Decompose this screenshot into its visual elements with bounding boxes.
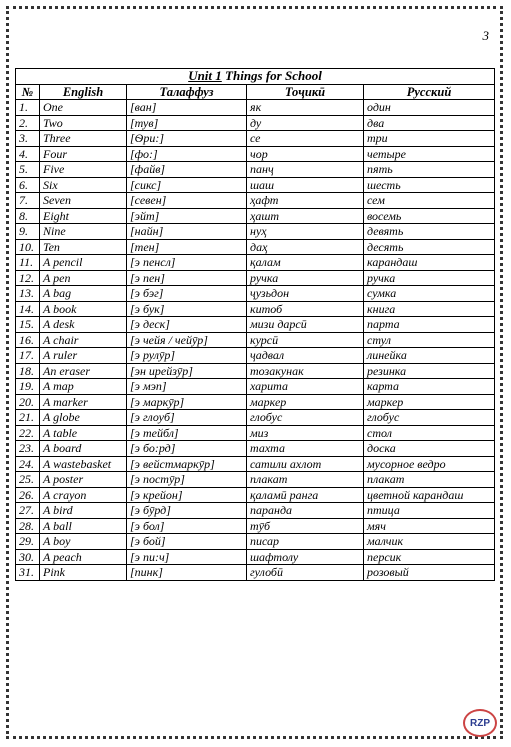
cell-tajik: ручка: [247, 270, 364, 286]
header-row: [16, 84, 495, 100]
cell-russian: малчик: [364, 534, 495, 550]
cell-english: A board: [40, 441, 127, 457]
cell-english: Three: [40, 131, 127, 147]
cell-russian: сумка: [364, 286, 495, 302]
table-row: [16, 472, 495, 488]
cell-pronunciation: [эн ирейзӯр]: [127, 363, 247, 379]
cell-english: A marker: [40, 394, 127, 410]
cell-pronunciation: [э бол]: [127, 518, 247, 534]
cell-pronunciation: [э чейя / чейӯр]: [127, 332, 247, 348]
cell-russian: сем: [364, 193, 495, 209]
cell-pronunciation: [тув]: [127, 115, 247, 131]
cell-tajik: чор: [247, 146, 364, 162]
title-unit: Unit 1: [188, 68, 222, 83]
cell-pronunciation: [файв]: [127, 162, 247, 178]
cell-number: 8.: [16, 208, 40, 224]
cell-pronunciation: [э тейбл]: [127, 425, 247, 441]
table-row: [16, 177, 495, 193]
cell-russian: ручка: [364, 270, 495, 286]
cell-russian: доска: [364, 441, 495, 457]
cell-number: 2.: [16, 115, 40, 131]
cell-number: 4.: [16, 146, 40, 162]
cell-pronunciation: [пинк]: [127, 565, 247, 581]
cell-tajik: ду: [247, 115, 364, 131]
cell-tajik: нуҳ: [247, 224, 364, 240]
cell-tajik: ҷузьдон: [247, 286, 364, 302]
table-row: [16, 224, 495, 240]
cell-number: 24.: [16, 456, 40, 472]
cell-english: A peach: [40, 549, 127, 565]
cell-tajik: маркер: [247, 394, 364, 410]
cell-number: 1.: [16, 100, 40, 116]
cell-pronunciation: [севен]: [127, 193, 247, 209]
cell-english: Nine: [40, 224, 127, 240]
header-pronunciation: Талаффуз: [127, 84, 247, 100]
cell-english: Five: [40, 162, 127, 178]
cell-russian: восемь: [364, 208, 495, 224]
cell-russian: персик: [364, 549, 495, 565]
cell-tajik: тӯб: [247, 518, 364, 534]
cell-russian: цветной карандаш: [364, 487, 495, 503]
cell-russian: десять: [364, 239, 495, 255]
cell-russian: резинка: [364, 363, 495, 379]
cell-pronunciation: [э глоуб]: [127, 410, 247, 426]
cell-number: 12.: [16, 270, 40, 286]
cell-number: 29.: [16, 534, 40, 550]
cell-tajik: китоб: [247, 301, 364, 317]
cell-tajik: қалам: [247, 255, 364, 271]
cell-tajik: писар: [247, 534, 364, 550]
vocabulary-table: [15, 68, 495, 581]
cell-tajik: ҷадвал: [247, 348, 364, 364]
cell-tajik: як: [247, 100, 364, 116]
cell-tajik: курсӣ: [247, 332, 364, 348]
cell-russian: розовый: [364, 565, 495, 581]
cell-english: Eight: [40, 208, 127, 224]
cell-tajik: шаш: [247, 177, 364, 193]
publisher-logo: RZP: [463, 709, 497, 737]
cell-english: A chair: [40, 332, 127, 348]
cell-english: A bird: [40, 503, 127, 519]
cell-russian: мяч: [364, 518, 495, 534]
cell-english: A boy: [40, 534, 127, 550]
cell-russian: карта: [364, 379, 495, 395]
cell-tajik: се: [247, 131, 364, 147]
cell-pronunciation: [сикс]: [127, 177, 247, 193]
cell-english: Four: [40, 146, 127, 162]
cell-pronunciation: [э бэг]: [127, 286, 247, 302]
table-row: [16, 487, 495, 503]
cell-tajik: қаламӣ ранга: [247, 487, 364, 503]
cell-english: A crayon: [40, 487, 127, 503]
cell-pronunciation: [э бой]: [127, 534, 247, 550]
cell-number: 31.: [16, 565, 40, 581]
cell-english: A globe: [40, 410, 127, 426]
cell-number: 20.: [16, 394, 40, 410]
cell-number: 9.: [16, 224, 40, 240]
cell-russian: карандаш: [364, 255, 495, 271]
cell-english: A pencil: [40, 255, 127, 271]
cell-russian: линейка: [364, 348, 495, 364]
table-row: [16, 131, 495, 147]
cell-english: Pink: [40, 565, 127, 581]
cell-pronunciation: [э бӯрд]: [127, 503, 247, 519]
table-row: [16, 317, 495, 333]
cell-tajik: ҳашт: [247, 208, 364, 224]
cell-number: 25.: [16, 472, 40, 488]
cell-english: A poster: [40, 472, 127, 488]
cell-english: A pen: [40, 270, 127, 286]
cell-number: 5.: [16, 162, 40, 178]
cell-number: 26.: [16, 487, 40, 503]
cell-english: A wastebasket: [40, 456, 127, 472]
header-number: №: [16, 84, 40, 100]
cell-pronunciation: [э крейон]: [127, 487, 247, 503]
cell-russian: девять: [364, 224, 495, 240]
table-title: [16, 69, 495, 85]
cell-tajik: плакат: [247, 472, 364, 488]
table-row: [16, 534, 495, 550]
cell-number: 14.: [16, 301, 40, 317]
cell-english: Seven: [40, 193, 127, 209]
cell-pronunciation: [э рулӯр]: [127, 348, 247, 364]
cell-pronunciation: [э вейстмаркӯр]: [127, 456, 247, 472]
cell-pronunciation: [э деск]: [127, 317, 247, 333]
cell-number: 6.: [16, 177, 40, 193]
table-row: [16, 286, 495, 302]
cell-number: 16.: [16, 332, 40, 348]
cell-number: 17.: [16, 348, 40, 364]
cell-number: 22.: [16, 425, 40, 441]
cell-number: 10.: [16, 239, 40, 255]
cell-pronunciation: [э маркӯр]: [127, 394, 247, 410]
cell-number: 28.: [16, 518, 40, 534]
table-row: [16, 162, 495, 178]
table-row: [16, 441, 495, 457]
table-row: [16, 549, 495, 565]
cell-russian: один: [364, 100, 495, 116]
cell-pronunciation: [э постӯр]: [127, 472, 247, 488]
cell-russian: книга: [364, 301, 495, 317]
cell-number: 21.: [16, 410, 40, 426]
table-row: [16, 518, 495, 534]
cell-russian: пять: [364, 162, 495, 178]
cell-tajik: гулобӣ: [247, 565, 364, 581]
cell-pronunciation: [э пенсл]: [127, 255, 247, 271]
cell-pronunciation: [эйт]: [127, 208, 247, 224]
cell-russian: стол: [364, 425, 495, 441]
cell-english: A map: [40, 379, 127, 395]
table-row: [16, 301, 495, 317]
cell-tajik: тахта: [247, 441, 364, 457]
cell-english: A bag: [40, 286, 127, 302]
cell-pronunciation: [фо:]: [127, 146, 247, 162]
table-row: [16, 456, 495, 472]
table-row: [16, 363, 495, 379]
table-row: [16, 503, 495, 519]
cell-english: A book: [40, 301, 127, 317]
cell-tajik: шафтолу: [247, 549, 364, 565]
table-row: [16, 379, 495, 395]
cell-english: A ball: [40, 518, 127, 534]
cell-pronunciation: [найн]: [127, 224, 247, 240]
cell-pronunciation: [э пен]: [127, 270, 247, 286]
table-row: [16, 100, 495, 116]
cell-pronunciation: [э бук]: [127, 301, 247, 317]
cell-pronunciation: [Ѳри:]: [127, 131, 247, 147]
table-row: [16, 270, 495, 286]
table-row: [16, 348, 495, 364]
header-tajik: Тоҷикӣ: [247, 84, 364, 100]
cell-english: Two: [40, 115, 127, 131]
cell-tajik: сатили ахлот: [247, 456, 364, 472]
cell-russian: птица: [364, 503, 495, 519]
table-row: [16, 115, 495, 131]
cell-russian: парта: [364, 317, 495, 333]
cell-number: 30.: [16, 549, 40, 565]
header-russian: Русский: [364, 84, 495, 100]
cell-english: One: [40, 100, 127, 116]
table-row: [16, 332, 495, 348]
cell-number: 11.: [16, 255, 40, 271]
table-row: [16, 239, 495, 255]
cell-number: 13.: [16, 286, 40, 302]
cell-tajik: глобус: [247, 410, 364, 426]
table-row: [16, 208, 495, 224]
cell-english: A table: [40, 425, 127, 441]
cell-english: Ten: [40, 239, 127, 255]
table-row: [16, 394, 495, 410]
cell-english: Six: [40, 177, 127, 193]
table-row: [16, 565, 495, 581]
table-row: [16, 255, 495, 271]
cell-number: 27.: [16, 503, 40, 519]
table-row: [16, 146, 495, 162]
cell-russian: шесть: [364, 177, 495, 193]
cell-number: 18.: [16, 363, 40, 379]
cell-russian: маркер: [364, 394, 495, 410]
cell-tajik: ҳафт: [247, 193, 364, 209]
cell-pronunciation: [ван]: [127, 100, 247, 116]
title-rest: Things for School: [221, 68, 322, 83]
cell-russian: стул: [364, 332, 495, 348]
cell-number: 23.: [16, 441, 40, 457]
cell-english: An eraser: [40, 363, 127, 379]
cell-tajik: паранда: [247, 503, 364, 519]
cell-tajik: тозакунак: [247, 363, 364, 379]
cell-pronunciation: [э бо:рд]: [127, 441, 247, 457]
cell-russian: два: [364, 115, 495, 131]
cell-tajik: панҷ: [247, 162, 364, 178]
cell-pronunciation: [э пи:ч]: [127, 549, 247, 565]
cell-tajik: мизи дарсӣ: [247, 317, 364, 333]
cell-russian: мусорное ведро: [364, 456, 495, 472]
table-row: [16, 425, 495, 441]
header-english: English: [40, 84, 127, 100]
cell-russian: три: [364, 131, 495, 147]
cell-number: 7.: [16, 193, 40, 209]
cell-number: 15.: [16, 317, 40, 333]
cell-tajik: миз: [247, 425, 364, 441]
cell-russian: глобус: [364, 410, 495, 426]
cell-pronunciation: [тен]: [127, 239, 247, 255]
cell-number: 3.: [16, 131, 40, 147]
cell-russian: четыре: [364, 146, 495, 162]
cell-english: A ruler: [40, 348, 127, 364]
cell-number: 19.: [16, 379, 40, 395]
cell-tajik: харита: [247, 379, 364, 395]
cell-pronunciation: [э мэп]: [127, 379, 247, 395]
cell-russian: плакат: [364, 472, 495, 488]
table-row: [16, 193, 495, 209]
cell-english: A desk: [40, 317, 127, 333]
cell-tajik: даҳ: [247, 239, 364, 255]
page-number: 3: [482, 28, 489, 43]
table-row: [16, 410, 495, 426]
